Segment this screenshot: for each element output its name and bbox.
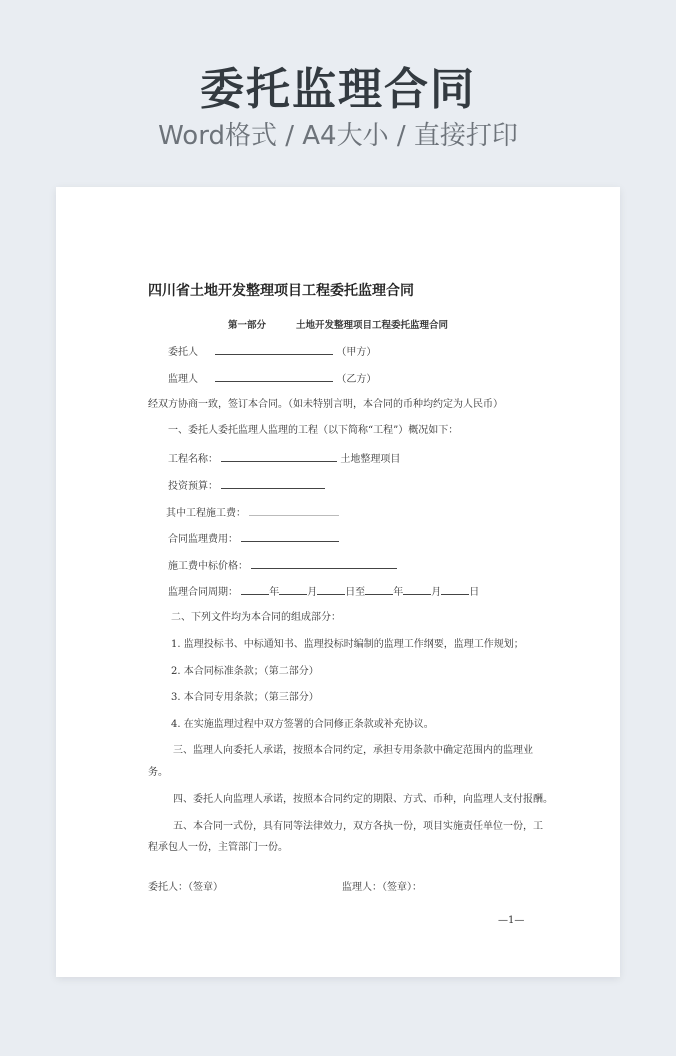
period-label: 监理合同周期： [168,587,238,598]
project-name-label: 工程名称： [168,454,218,465]
banner-title: 委托监理合同 [200,64,476,115]
bid-price-line [168,558,397,574]
period-line [168,584,479,600]
end-year-blank[interactable] [365,584,393,595]
part-title: 土地开发整理项目工程委托监理合同 [296,320,449,331]
bid-price-label: 施工费中标价格： [168,561,248,572]
section-5-line-2: 程承包人一份，主管部门一份。 [148,842,288,853]
supervisor-line [168,371,376,387]
investment-label: 投资预算： [168,481,218,492]
component-item-2: 2. 本合同标准条款；（第二部分） [171,666,319,677]
intro-paragraph: 经双方协商一致，签订本合同。（如未特别言明，本合同的币种均约定为人民币） [148,399,503,410]
signature-client: 委托人：（签章） [148,882,223,893]
construction-fee-line [166,505,339,521]
section-3-line-2: 务。 [148,767,168,778]
unit-month-1: 月 [307,587,318,598]
client-suffix: （甲方） [336,347,377,358]
unit-day-to: 日至 [345,587,366,598]
supervisor-suffix: （乙方） [336,374,377,385]
investment-blank[interactable] [221,478,325,489]
unit-day: 日 [469,587,480,598]
part-label: 第一部分 [228,320,267,331]
project-name-line [168,451,400,467]
project-name-suffix: 土地整理项目 [340,454,401,465]
supervision-fee-line [168,531,339,547]
unit-month-2: 月 [431,587,442,598]
signature-supervisor: 监理人：（签章）： [342,882,422,893]
unit-year-2: 年 [393,587,404,598]
supervision-fee-label: 合同监理费用： [168,534,238,545]
start-year-blank[interactable] [241,584,269,595]
component-item-3: 3. 本合同专用条款；（第三部分） [171,692,319,703]
construction-fee-blank[interactable] [249,505,339,516]
banner-subtitle: Word格式 / A4大小 / 直接打印 [158,121,518,151]
end-day-blank[interactable] [441,584,469,595]
bid-price-blank[interactable] [251,558,397,569]
section-1-heading: 一、委托人委托监理人监理的工程（以下简称“工程”）概况如下： [168,425,459,436]
section-3-line-1: 三、监理人向委托人承诺，按照本合同约定，承担专用条款中确定范围内的监理业 [173,745,533,756]
client-line [168,344,376,360]
component-item-4: 4. 在实施监理过程中双方签署的合同修正条款或补充协议。 [171,719,434,730]
project-name-blank[interactable] [221,451,337,462]
document-title: 四川省土地开发整理项目工程委托监理合同 [148,283,414,299]
client-blank[interactable] [215,344,333,355]
section-4-paragraph: 四、委托人向监理人承诺，按照本合同约定的期限、方式、币种，向监理人支付报酬。 [173,794,553,805]
component-item-1: 1. 监理投标书、中标通知书、监理投标时编制的监理工作纲要，监理工作规划； [171,639,524,650]
section-5-line-1: 五、本合同一式份，具有同等法律效力，双方各执一份，项目实施责任单位一份，工 [173,821,543,832]
start-day-blank[interactable] [317,584,345,595]
supervisor-blank[interactable] [215,371,333,382]
supervisor-label: 监理人 [168,374,198,385]
unit-year-1: 年 [269,587,280,598]
supervision-fee-blank[interactable] [241,531,339,542]
client-label: 委托人 [168,347,198,358]
end-month-blank[interactable] [403,584,431,595]
start-month-blank[interactable] [279,584,307,595]
page-number: —1— [498,915,525,926]
document-page [56,187,620,977]
construction-fee-label: 其中工程施工费： [166,508,246,519]
section-2-heading: 二、下列文件均为本合同的组成部分： [171,612,341,623]
investment-line [168,478,325,494]
